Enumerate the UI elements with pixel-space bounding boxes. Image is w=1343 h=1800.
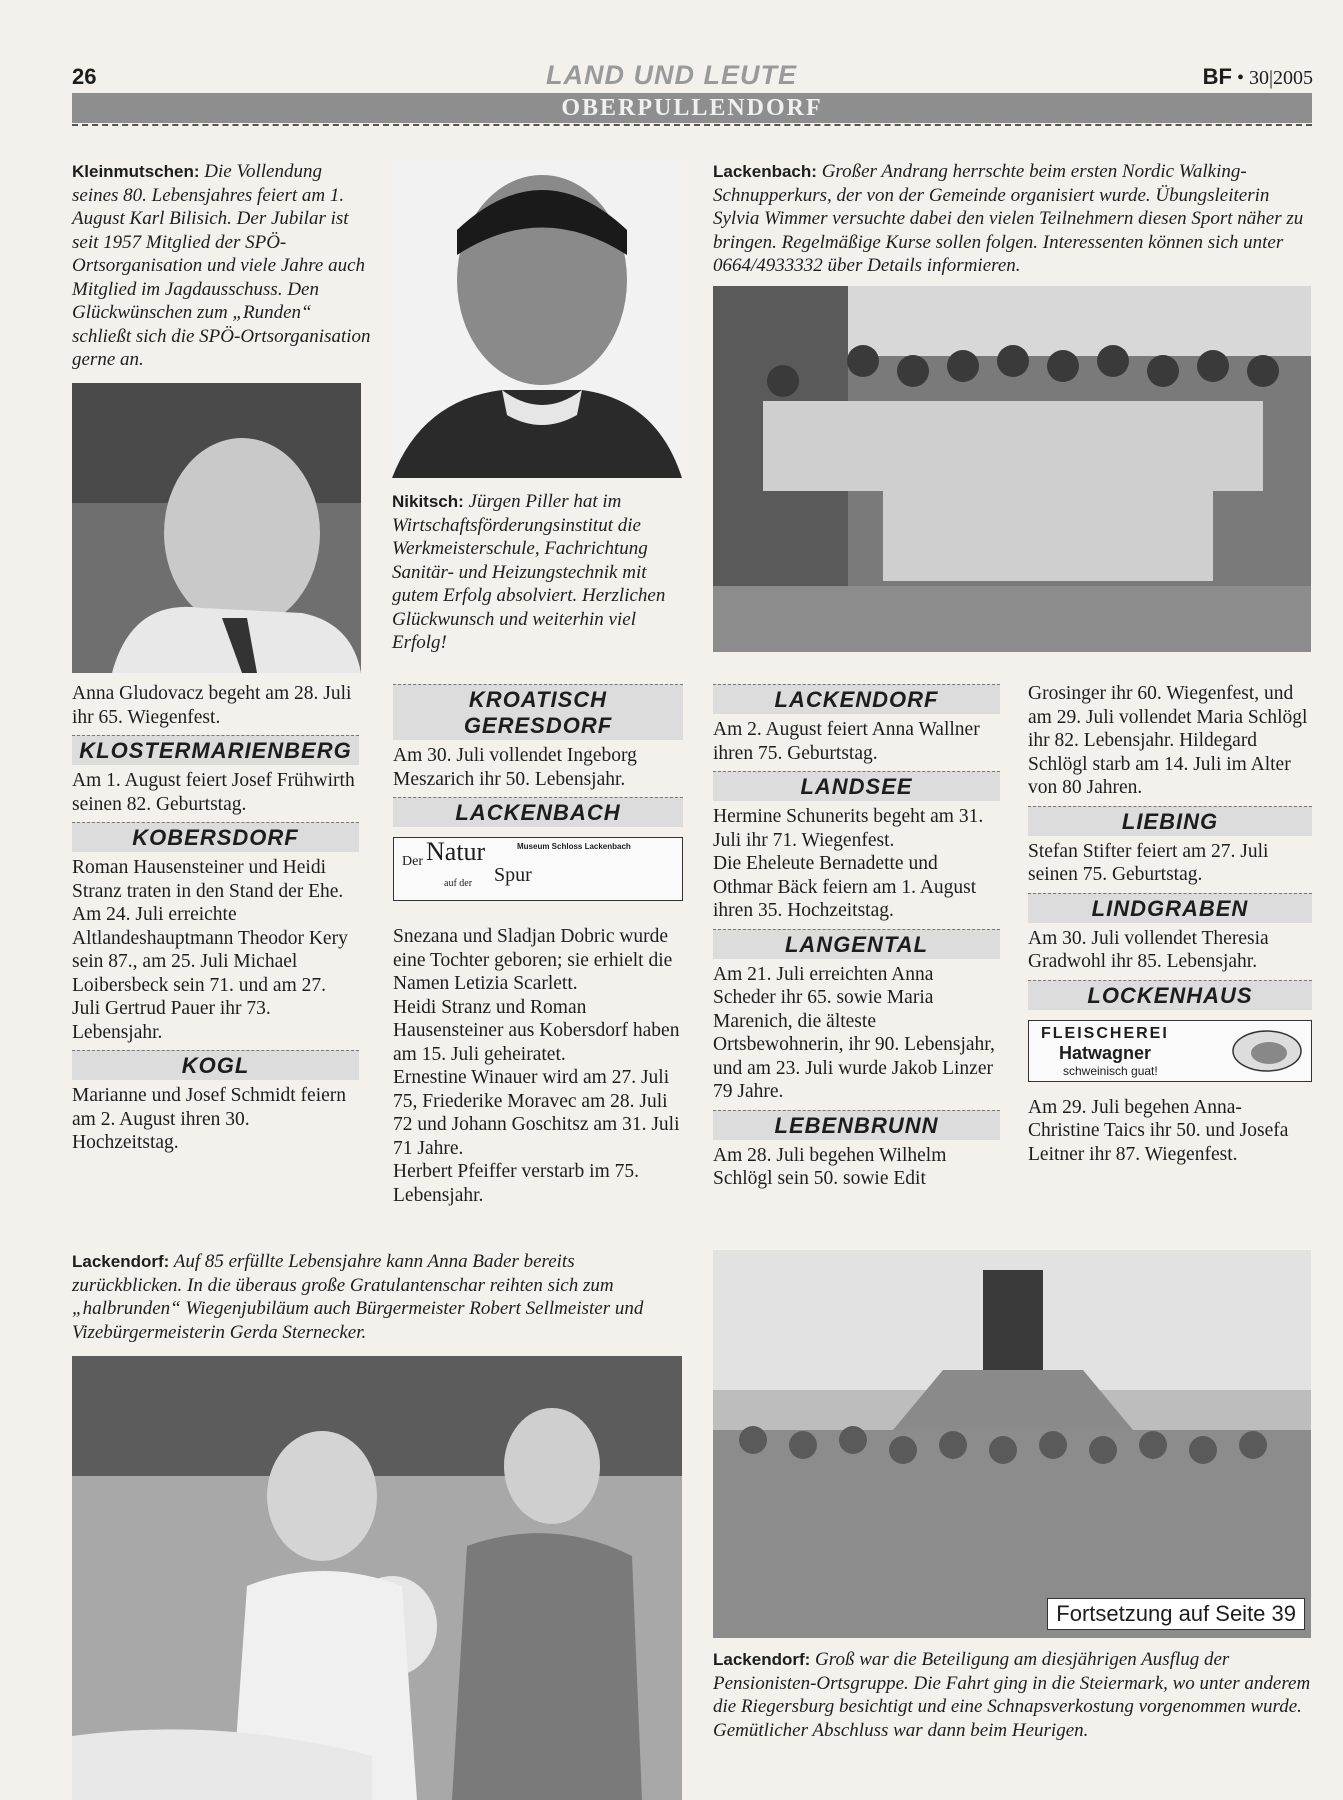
photo-juergen-piller	[392, 160, 682, 478]
ad-auf-der: auf der	[444, 878, 473, 889]
lackendorf-bader-text: Auf 85 erfüllte Lebensjahre kann Anna Bader bereits zurückblicken. In die überaus große Gratulantenschar reihten sich zum „halbrunden“ Wiegenjubiläum auch Bürgermeister Robert Sellmeister und Vizebürgermeisterin Gerda Sternecker.	[72, 1251, 644, 1343]
photo-anna-bader	[72, 1356, 682, 1800]
ad-hatwagner: Hatwagner	[1059, 1042, 1152, 1063]
heading-lockenhaus: LOCKENHAUS	[1028, 980, 1312, 1010]
photo-graphic	[713, 1250, 1311, 1638]
ad-fleischerei: FLEISCHEREI	[1041, 1024, 1169, 1042]
heading-kobersdorf: KOBERSDORF	[72, 822, 359, 852]
lackendorf-trip-caption	[713, 1648, 1311, 1742]
ad-spur: Spur	[494, 864, 532, 886]
heading-liebing: LIEBING	[1028, 806, 1312, 836]
column-2	[393, 684, 683, 1207]
lackenbach-caption	[713, 160, 1311, 278]
kobersdorf-text-2: Am 24. Juli erreichte Altlandeshauptmann Theodor Kery sein 87., am 25. Juli Michael Loibersbeck sein 71. und am 27. Juli Gertrud Pauer ihr 73. Lebensjahr.	[72, 904, 348, 1043]
ad-natur-auf-der-spur	[393, 837, 683, 901]
photo-graphic	[72, 1356, 682, 1800]
lackendorf-bader-label: Lackendorf:	[72, 1252, 170, 1271]
heading-lackendorf: LACKENDORF	[713, 684, 1000, 714]
lackendorf-text: Am 2. August feiert Anna Wallner ihren 75. Geburtstag.	[713, 719, 980, 764]
landsee-text-1: Hermine Schunerits begeht am 31. Juli ihr 71. Wiegenfest.	[713, 806, 984, 851]
kleinmutschen-text: Die Vollendung seines 80. Lebensjahres feiert am 1. August Karl Bilisich. Der Jubilar ist seit 1957 Mitglied der SPÖ-Ortsorganisation und viele Jahre auch Mitglied im Jagdausschuss. Den Glückwünschen zum „Runden“ schließt sich die SPÖ-Ortsorganisation gerne an.	[72, 161, 371, 370]
lebenbrunn-text: Am 28. Juli begehen Wilhelm Schlögl sein 50. sowie Edit	[713, 1144, 947, 1189]
kobersdorf-text-1: Roman Hausensteiner und Heidi Stranz traten in den Stand der Ehe.	[72, 857, 344, 902]
ad-fleischerei-hatwagner	[1028, 1020, 1312, 1082]
lockenhaus-text: Am 29. Juli begehen Anna-Christine Taics ihr 50. und Josefa Leitner ihr 87. Wiegenfest.	[1028, 1096, 1289, 1165]
kleinmutschen-label: Kleinmutschen:	[72, 162, 200, 181]
nikitsch-caption	[392, 490, 687, 655]
klostermarienberg-text: Am 1. August feiert Josef Frühwirth seinen 82. Geburtstag.	[72, 770, 355, 815]
photo-karl-bilisich	[72, 383, 361, 673]
photo-pensioners-trip	[713, 1250, 1311, 1638]
lebenbrunn-continued-text: Grosinger ihr 60. Wiegenfest, und am 29. Juli vollendet Maria Schlögl ihr 82. Lebensjahr. Hildegard Schlögl starb am 14. Juli im Alter von 80 Jahren.	[1028, 683, 1308, 798]
kleinmutschen-caption	[72, 160, 372, 372]
photo-nordic-walking-group	[713, 286, 1311, 652]
ad-slogan: schweinisch guat!	[1063, 1063, 1158, 1078]
heading-lebenbrunn: LEBENBRUNN	[713, 1110, 1000, 1140]
column-1	[72, 682, 359, 1155]
lackenbach-label: Lackenbach:	[713, 162, 817, 181]
section-title: LAND UND LEUTE	[546, 60, 797, 90]
ad-natur: Natur	[426, 837, 486, 866]
heading-lackenbach: LACKENBACH	[393, 797, 683, 827]
heading-kroatisch-geresdorf: KROATISCH GERESDORF	[393, 684, 683, 740]
region-bar	[72, 93, 1312, 123]
ad-der: Der	[402, 854, 423, 869]
portrait-graphic	[72, 383, 361, 673]
column-3	[713, 684, 1000, 1191]
continuation-note: Fortsetzung auf Seite 39	[1047, 1598, 1305, 1630]
group-photo-graphic	[713, 286, 1311, 652]
liebing-text: Stefan Stifter feiert am 27. Juli seinen 75. Geburtstag.	[1028, 840, 1269, 885]
heading-landsee: LANDSEE	[713, 771, 1000, 801]
lackenbach-text-3: Ernestine Winauer wird am 27. Juli 75, Friederike Moravec am 28. Juli 72 und Johann Goschitsz am 31. Juli 71 Jahre.	[393, 1067, 680, 1159]
page-number: 26	[72, 64, 97, 89]
lackendorf-bader-caption	[72, 1250, 662, 1344]
lackendorf-trip-text: Groß war die Beteiligung am diesjährigen Ausflug der Pensionisten-Ortsgruppe. Die Fahrt ging in die Steiermark, wo unter anderem die Riegersburg besichtigt und eine Schnapsverkostung vorgenommen wurde. Gemütlicher Abschluss war dann beim Heurigen.	[713, 1649, 1311, 1741]
landsee-text-2: Die Eheleute Bernadette und Othmar Bäck feiern am 1. August ihren 35. Hochzeitstag.	[713, 853, 977, 921]
nikitsch-text: Jürgen Piller hat im Wirtschaftsförderungsinstitut die Werkmeisterschule, Fachrichtung Sanitär- und Heizungstechnik mit gutem Erfolg absolviert. Herzlichen Glückwunsch und weiterhin viel Erfolg!	[392, 491, 666, 653]
lackendorf-trip-label: Lackendorf:	[713, 1650, 811, 1669]
heading-klostermarienberg: KLOSTERMARIENBERG	[72, 735, 359, 765]
kroatisch-geresdorf-text: Am 30. Juli vollendet Ingeborg Meszarich ihr 50. Lebensjahr.	[393, 745, 637, 790]
region-title: OBERPULLENDORF	[561, 95, 823, 121]
lackenbach-text-2: Heidi Stranz und Roman Hausensteiner aus Kobersdorf haben am 15. Juli geheiratet.	[393, 996, 680, 1065]
ad-museum: Museum Schloss Lackenbach	[517, 842, 631, 851]
issue-prefix: BF	[1202, 64, 1232, 89]
lackenbach-text: Großer Andrang herrschte beim ersten Nordic Walking-Schnupperkurs, der von der Gemeinde organisiert wurde. Übungsleiterin Sylvia Wimmer versuchte dabei den vielen Teilnehmern diesen Sport näher zu bringen. Regelmäßige Kurse sollen folgen. Interessenten können sich unter 0664/4933332 über Details informieren.	[713, 161, 1304, 276]
column-4	[1028, 682, 1312, 1166]
issue-info	[1203, 64, 1313, 90]
lackenbach-text-1: Snezana und Sladjan Dobric wurde eine Tochter geboren; sie erhielt die Namen Letizia Scarlett.	[393, 926, 673, 994]
langental-text: Am 21. Juli erreichten Anna Scheder ihr 65. sowie Maria Marenich, die älteste Ortsbewohnerin, ihr 90. Lebensjahr, und am 23. Juli wurde Jakob Linzer 79 Jahre.	[713, 963, 995, 1102]
kogl-text: Marianne und Josef Schmidt feiern am 2. August ihren 30. Hochzeitstag.	[72, 1085, 347, 1153]
pig-logo-icon	[1231, 1029, 1303, 1073]
lackenbach-text-4: Herbert Pfeiffer verstarb im 75. Lebensjahr.	[393, 1161, 640, 1206]
header-divider	[72, 124, 1312, 126]
heading-lindgraben: LINDGRABEN	[1028, 893, 1312, 923]
heading-kogl: KOGL	[72, 1050, 359, 1080]
issue-separator: •	[1236, 67, 1244, 89]
gludovacz-text: Anna Gludovacz begeht am 28. Juli ihr 65. Wiegenfest.	[72, 683, 352, 728]
nikitsch-label: Nikitsch:	[392, 492, 464, 511]
issue-number: 30|2005	[1248, 67, 1313, 89]
heading-langental: LANGENTAL	[713, 929, 1000, 959]
portrait-graphic	[392, 160, 682, 478]
lindgraben-text: Am 30. Juli vollendet Theresia Gradwohl ihr 85. Lebensjahr.	[1028, 927, 1269, 972]
